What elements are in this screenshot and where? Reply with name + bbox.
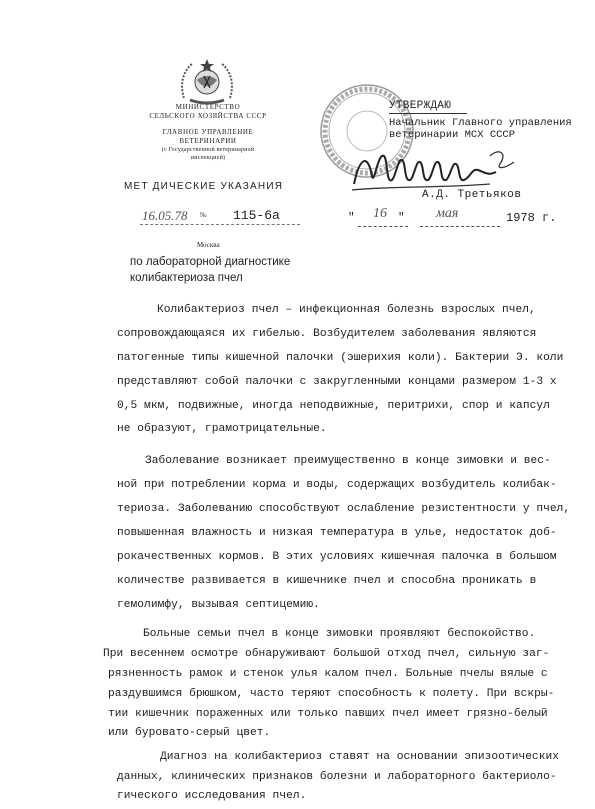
subject-line-2: колибактериоза пчел: [130, 272, 243, 284]
body-line: патогенные типы кишечной палочки (эшерихия коли). Бактерии Э. коли: [117, 352, 564, 364]
approval-date-day: 16: [373, 206, 387, 221]
ministry-line-6: инспекцией): [190, 155, 226, 161]
body-line: или буровато-серый цвет.: [108, 727, 271, 739]
ministry-line-1: МИНИСТЕРСТВО: [175, 103, 241, 111]
body-line: Колибактериоз пчел – инфекционная болезнь взрослых пчел,: [157, 304, 536, 316]
document-date: 16.05.78: [142, 208, 188, 223]
number-underline: [140, 224, 300, 225]
body-line: количестве развивается в кишечнике пчел и способна проникать в: [117, 575, 537, 587]
body-line: гического исследования пчел.: [117, 790, 307, 802]
body-line: Больные семьи пчел в конце зимовки проявляют беспокойство.: [143, 628, 536, 640]
body-line: 0,5 мкм, подвижные, иногда неподвижные, перитрихи, спор и капсул: [117, 400, 550, 412]
approval-line-1: Начальник Главного управления: [389, 117, 572, 129]
body-line: не образуют, грамотрицательные.: [117, 423, 327, 435]
body-line: териоза. Заболеванию способствуют ослабление резистентности у пчел,: [117, 503, 571, 515]
body-line: сопровождающаяся их гибелью. Возбудителем заболевания являются: [117, 328, 537, 340]
approval-date-month: мая: [436, 206, 459, 221]
date-day-underline: [358, 226, 408, 227]
body-line: представляют собой палочки с закругленными концами размером 1-3 х: [117, 376, 557, 388]
body-line: Заболевание возникает преимущественно в конце зимовки и вес-: [145, 455, 551, 467]
approval-line-2: ветеринарии МСХ СССР: [389, 129, 516, 141]
body-line: рязненность рамок и стенок улья калом пчел. Больные пчелы вялые с: [108, 668, 548, 680]
subject-line-1: по лабораторной диагностике: [130, 256, 291, 268]
document-number: 115-6а: [233, 208, 280, 223]
body-line: раздувшимся брюшком, часто теряют способность к полету. При вскры-: [108, 688, 555, 700]
ussr-coat-of-arms-icon: [178, 58, 236, 108]
date-quote-open: ": [348, 212, 355, 224]
ministry-line-2: СЕЛЬСКОГО ХОЗЯЙСТВА СССР: [149, 112, 267, 120]
body-line: рокачественных кормов. В этих условиях кишечная палочка в большом: [117, 551, 557, 563]
body-line: гемолимфу, вызывая септицемию.: [117, 599, 320, 611]
ministry-line-4: ВЕТЕРИНАРИИ: [179, 137, 237, 145]
body-line: При весеннем осмотре обнаруживают большой отход пчел, сильную заг-: [103, 648, 550, 660]
document-type: МЕТ ДИЧЕСКИЕ УКАЗАНИЯ: [124, 181, 284, 192]
document-number-prefix: №: [200, 211, 207, 219]
signer-name: А.Д. Третьяков: [422, 189, 522, 201]
approval-title-underline: [389, 113, 467, 114]
city: Москва: [197, 241, 220, 249]
body-line: тии кишечник пораженных или только павших пчел имеет грязно-белый: [108, 708, 548, 720]
body-line: повышенная влажность и низкая температура в улье, недостаток доб-: [117, 527, 557, 539]
body-line: Диагноз на колибактериоз ставят на основании эпизоотических: [160, 751, 560, 763]
date-month-underline: [420, 226, 500, 227]
body-line: данных, клинических признаков болезни и лабораторного бактериоло-: [117, 771, 557, 783]
approval-title: УТВЕРЖДАЮ: [389, 100, 452, 112]
body-line: ной при потреблении корма и воды, содержащих возбудитель колибак-: [117, 479, 557, 491]
approval-date-year: 1978 г.: [506, 211, 557, 225]
ministry-line-5: (с Государственной ветеринарной: [161, 147, 255, 153]
ministry-line-3: ГЛАВНОЕ УПРАВЛЕНИЕ: [162, 128, 254, 136]
date-quote-close: ": [398, 212, 405, 224]
